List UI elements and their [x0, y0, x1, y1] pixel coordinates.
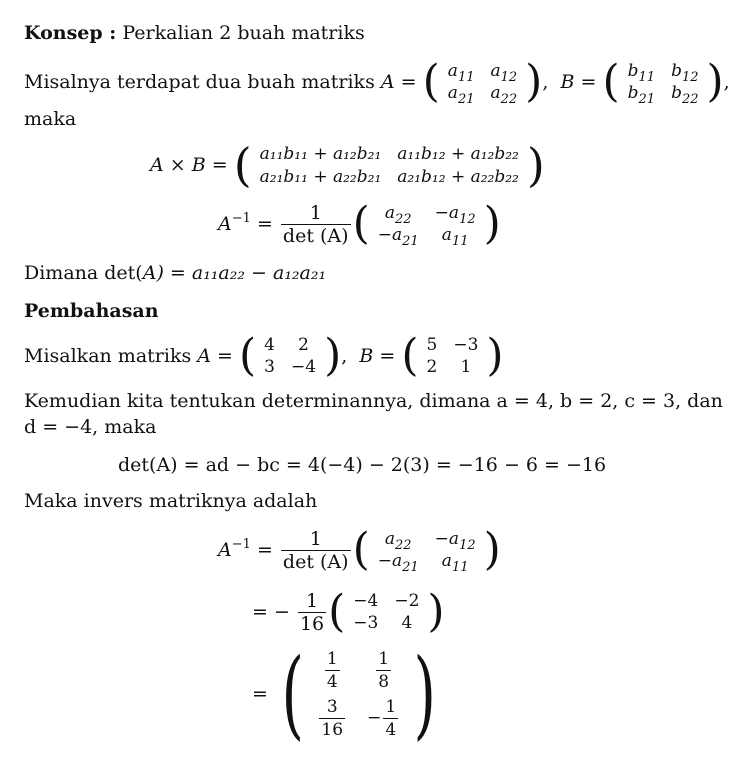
product-r1c1: a₁₁b₁₁ + a₁₂b₂₁ — [259, 143, 382, 164]
matrix-b-numeric: ( 5 −3 2 1 ) — [401, 330, 504, 381]
konsep-label: Konsep : — [24, 22, 117, 44]
det-calculation: det(A) = ad − bc = 4(−4) − 2(3) = −16 − 6 = −16 — [118, 454, 607, 476]
inverse-fraction: $\frac{1}{\det (A)}$ — [282, 527, 349, 573]
misalkan-line: Misalkan matriks A = ( 4 2 3 −4 ) , B = ( 5 −3 2 1 ) — [24, 330, 504, 381]
comma: , — [542, 71, 549, 93]
inverse-step2: = − $\frac{1}{16}$ ( −4 −2 −3 4 ) — [252, 586, 445, 637]
step2-fraction: $\frac{1}{16}$ — [299, 589, 325, 635]
m12: $\frac{1}{8}$ — [378, 648, 390, 692]
inverse-fraction: $\frac{1}{\det (A)}$ — [282, 201, 349, 247]
misalnya-text: Misalnya terdapat dua buah matriks — [24, 71, 375, 93]
m22: $\frac{1}{4}$ — [385, 696, 397, 740]
inverse-adjugate-matrix: ( $a_{22}$ $-a_{12}$ $-a_{21}$ $a_{11}$ ) — [352, 524, 501, 575]
product-formula — [150, 138, 545, 192]
konsep-text: Perkalian 2 buah matriks — [122, 22, 365, 44]
product-matrix: ( a₁₁b₁₁ + a₁₂b₂₁ a₁₁b₁₂ + a₁₂b₂₂ a₂₁b₁₁ + a₂₂b₂₁ a₂₁b₁₂ + a₂₂b₂₂ ) — [233, 138, 545, 192]
equals-sign: = — [400, 71, 417, 93]
inverse-formula-step1: $A^{-1}$ = $\frac{1}{\det (A)}$ ( $a_{22}$ $-a_{12}$ $-a_{21}$ $a_{11}$ ) — [218, 524, 501, 575]
inverse-step3: = ( $\frac{1}{4}$ $\frac{1}{8}$ $\frac{3}{16}$ − $\frac{1}{4}$ ) — [252, 646, 444, 742]
kemudian-line-2: d = −4, maka — [24, 416, 157, 438]
inverse-lhs: $A^{-1}$ — [218, 211, 251, 235]
comma: , — [723, 71, 730, 93]
result-matrix: ( $\frac{1}{4}$ $\frac{1}{8}$ $\frac{3}{16}$ − $\frac{1}{4}$ ) — [281, 638, 437, 750]
pembahasan-heading: Pembahasan — [24, 300, 159, 322]
product-lhs: A × B = — [150, 154, 228, 176]
m11: $\frac{1}{4}$ — [326, 648, 338, 692]
product-r2c1: a₂₁b₁₁ + a₂₂b₂₁ — [259, 166, 382, 187]
matrix-b-symbol: B — [560, 71, 575, 93]
konsep-line — [24, 22, 365, 44]
matrix-b-symbolic: ( $b_{11}$ $b_{12}$ $b_{21}$ $b_{22}$ ) — [602, 56, 724, 107]
step2-matrix: ( −4 −2 −3 4 ) — [328, 586, 445, 637]
inverse-adjugate-matrix: ( $a_{22}$ $-a_{12}$ $-a_{21}$ $a_{11}$ ) — [352, 198, 501, 249]
matrix-a-symbol: A — [380, 71, 395, 93]
dimana-line: Dimana det(A) = a₁₁a₂₂ − a₁₂a₂₁ — [24, 262, 327, 284]
maka-text: maka — [24, 108, 77, 130]
matrix-a-symbolic: ( $a_{11}$ $a_{12}$ $a_{21}$ $a_{22}$ ) — [422, 56, 543, 107]
inverse-formula: $A^{-1}$ = $\frac{1}{\det (A)}$ ( $a_{22}$ $-a_{12}$ $-a_{21}$ $a_{11}$ ) — [218, 198, 501, 249]
product-r2c2: a₂₁b₁₂ + a₂₂b₂₂ — [397, 166, 519, 187]
kemudian-line-1: Kemudian kita tentukan determinannya, dimana a = 4, b = 2, c = 3, dan — [24, 390, 723, 412]
m21: $\frac{3}{16}$ — [321, 696, 344, 740]
product-r1c2: a₁₁b₁₂ + a₁₂b₂₂ — [397, 143, 519, 164]
maka-invers-line: Maka invers matriknya adalah — [24, 490, 318, 512]
misalnya-line: Misalnya terdapat dua buah matriks A = ( $a_{11}$ $a_{12}$ $a_{21}$ $a_{22}$ ) , B = ( $b_{11}$ $b_{12}$ $b_{21}$ $b_{22}$ ) , — [24, 56, 730, 107]
matrix-a-numeric: ( 4 2 3 −4 ) — [239, 330, 342, 381]
